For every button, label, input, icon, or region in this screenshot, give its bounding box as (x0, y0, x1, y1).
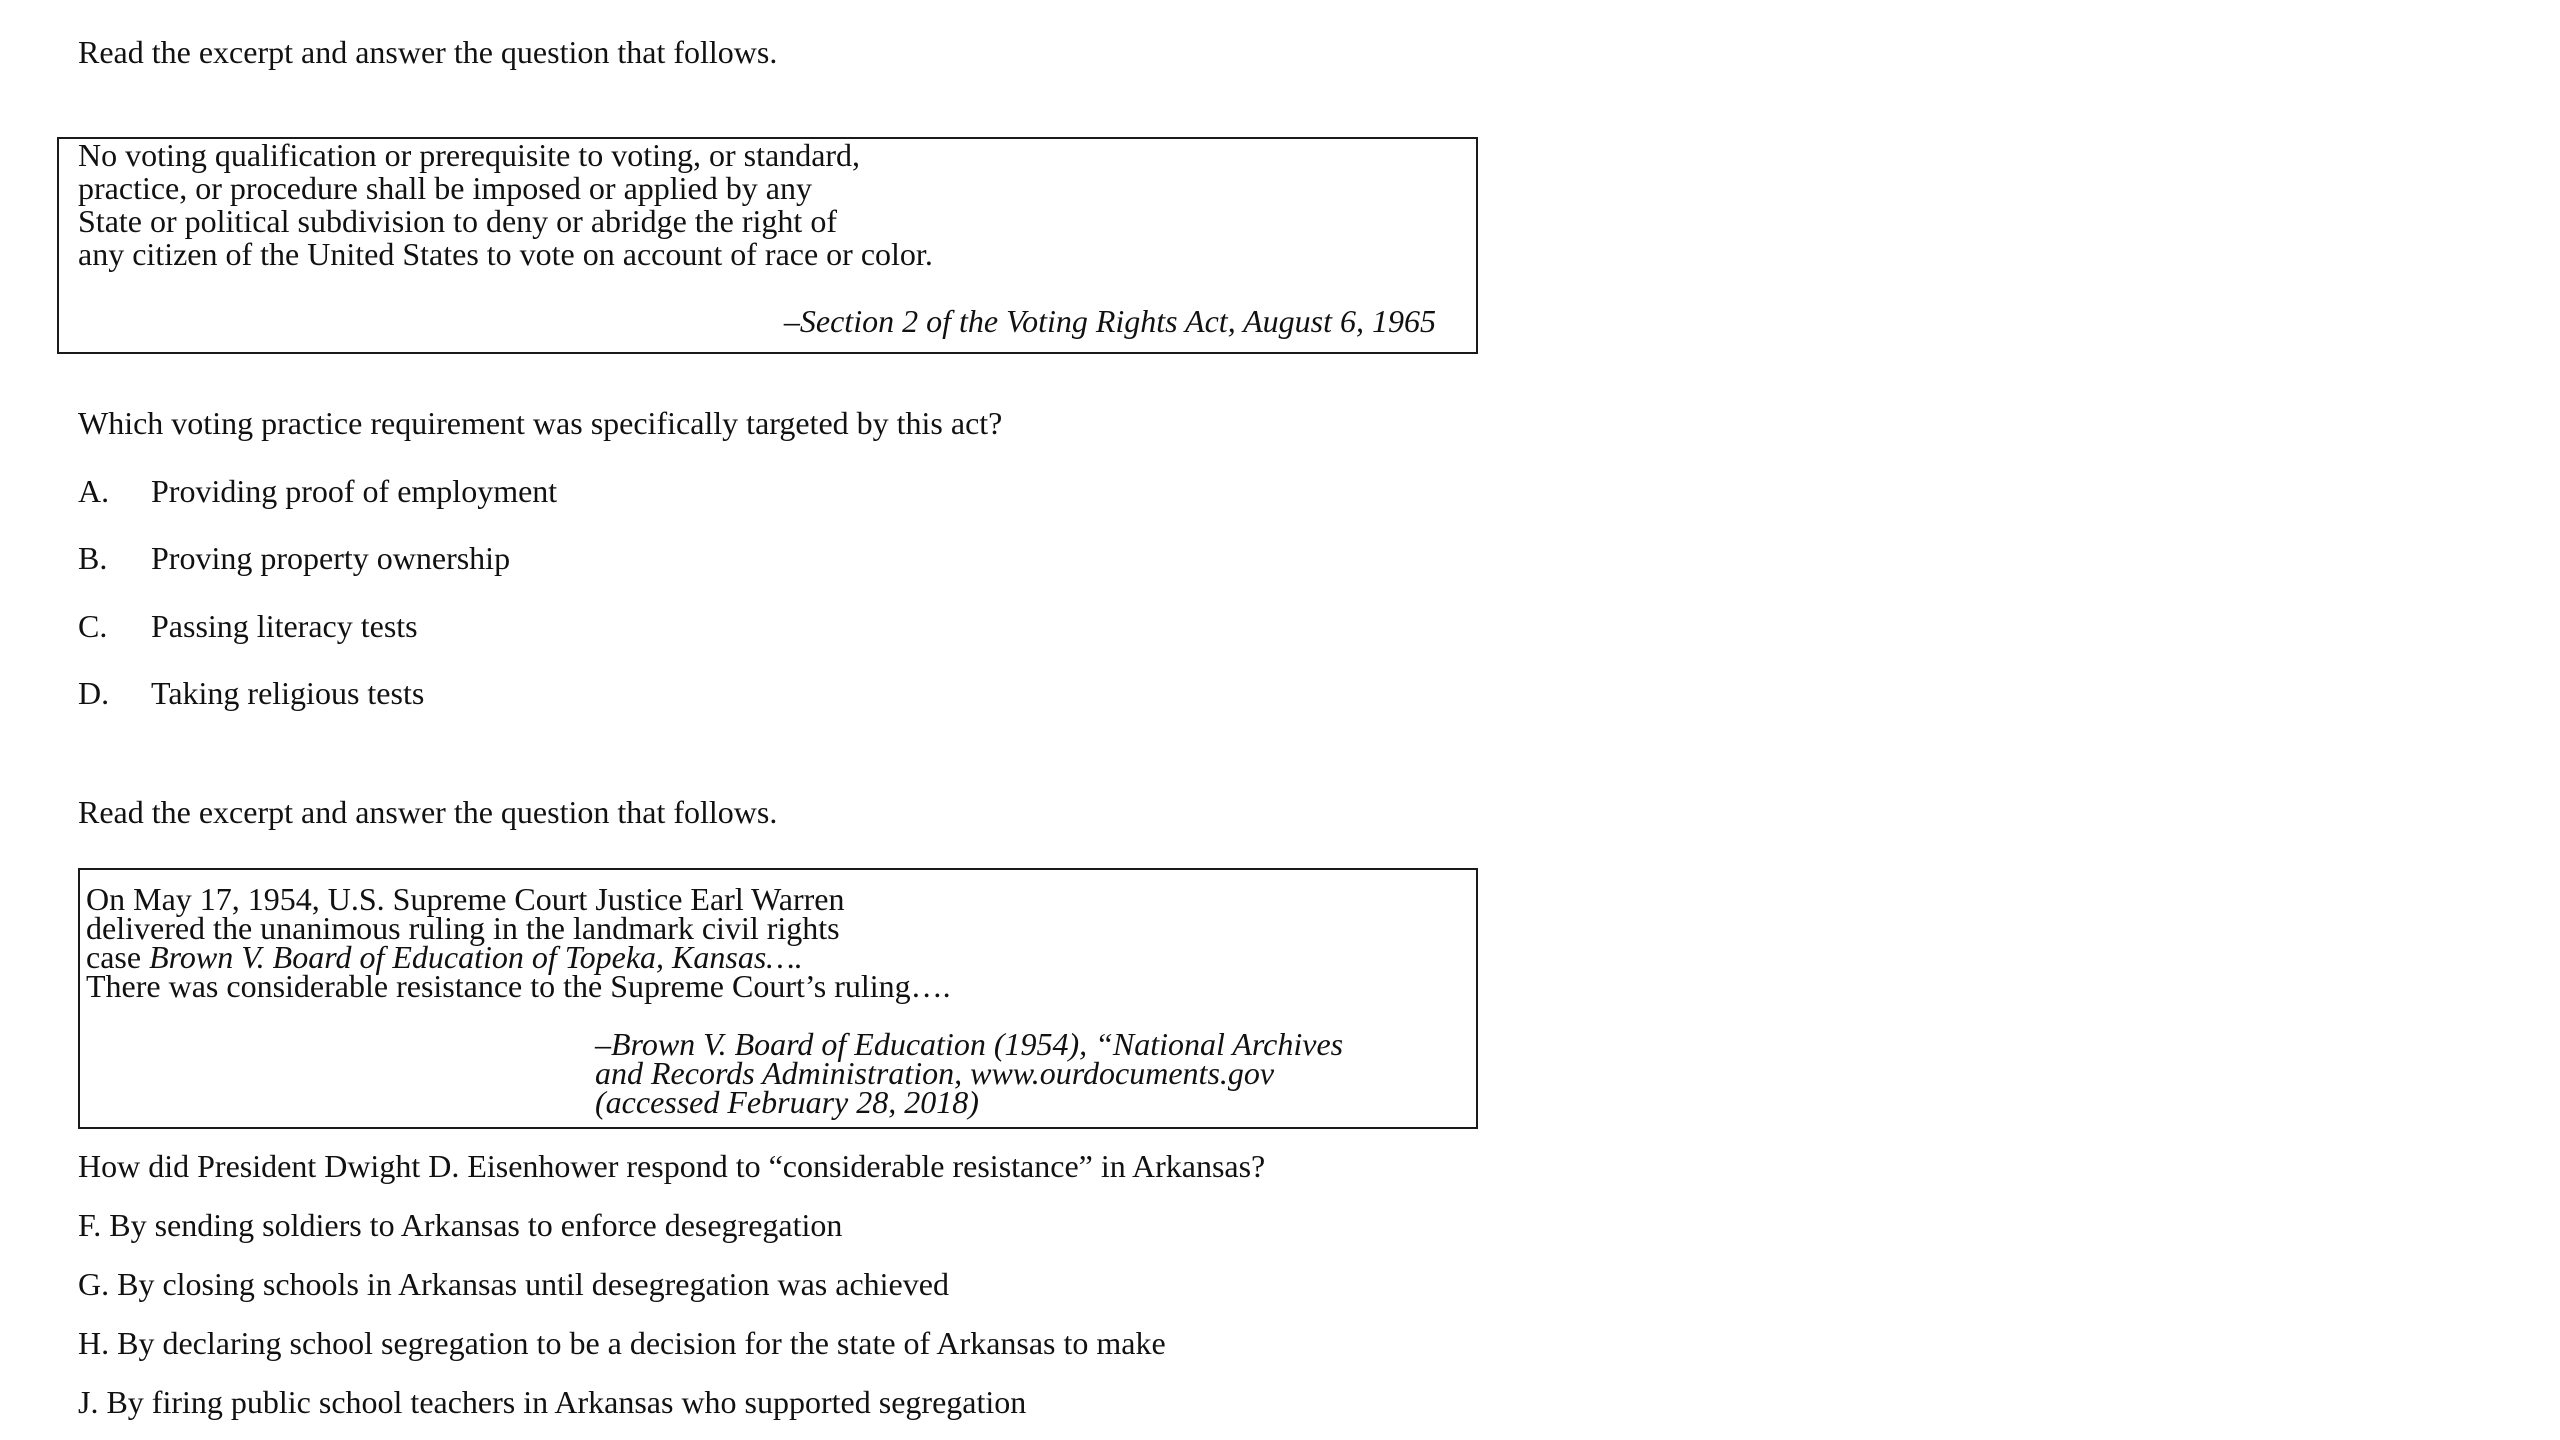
q1-question: Which voting practice requirement was specifically targeted by this act? (78, 405, 1003, 441)
q1-citation: –Section 2 of the Voting Rights Act, August 6, 1965 (783, 303, 1436, 339)
q2-choice-f[interactable]: F. By sending soldiers to Arkansas to enforce desegregation (78, 1207, 843, 1243)
q1-excerpt-line: practice, or procedure shall be imposed or applied by any (78, 170, 812, 206)
choice-letter: B. (78, 540, 108, 576)
q2-question: How did President Dwight D. Eisenhower respond to “considerable resistance” in Arkansas? (78, 1148, 1266, 1184)
q2-choice-j[interactable]: J. By firing public school teachers in Arkansas who supported segregation (78, 1384, 1027, 1420)
q1-excerpt-line: State or political subdivision to deny or abridge the right of (78, 203, 837, 239)
choice-text: Providing proof of employment (151, 473, 558, 509)
choice-letter: A. (78, 473, 110, 509)
q1-excerpt-line: any citizen of the United States to vote on account of race or color. (78, 236, 933, 272)
choice-text: Passing literacy tests (151, 608, 418, 644)
q1-excerpt-box (57, 137, 1478, 354)
choice-letter: D. (78, 675, 110, 711)
choice-text: Taking religious tests (151, 675, 425, 711)
q2-excerpt-prefix: case (86, 939, 150, 975)
q2-citation-line: –Brown V. Board of Education (1954), “National Archives (595, 1026, 1344, 1062)
q2-excerpt-box (78, 868, 1478, 1129)
q1-excerpt-line: No voting qualification or prerequisite to voting, or standard, (78, 137, 861, 173)
q2-choice-g[interactable]: G. By closing schools in Arkansas until desegregation was achieved (78, 1266, 949, 1302)
q2-excerpt-line: There was considerable resistance to the Supreme Court’s ruling…. (86, 968, 951, 1004)
choice-text: Proving property ownership (151, 540, 511, 576)
choice-letter: C. (78, 608, 108, 644)
q2-excerpt-line: delivered the unanimous ruling in the landmark civil rights (86, 910, 840, 946)
q2-case-name: Brown V. Board of Education of Topeka, Kansas…. (149, 939, 803, 975)
q2-choice-h[interactable]: H. By declaring school segregation to be a decision for the state of Arkansas to make (78, 1325, 1166, 1361)
q1-instruction: Read the excerpt and answer the question that follows. (78, 34, 778, 70)
q2-citation-line: and Records Administration, www.ourdocuments.gov (595, 1055, 1275, 1091)
q2-citation-line: (accessed February 28, 2018) (595, 1084, 979, 1120)
q2-instruction: Read the excerpt and answer the question that follows. (78, 794, 778, 830)
q2-excerpt-line: On May 17, 1954, U.S. Supreme Court Justice Earl Warren (86, 881, 845, 917)
